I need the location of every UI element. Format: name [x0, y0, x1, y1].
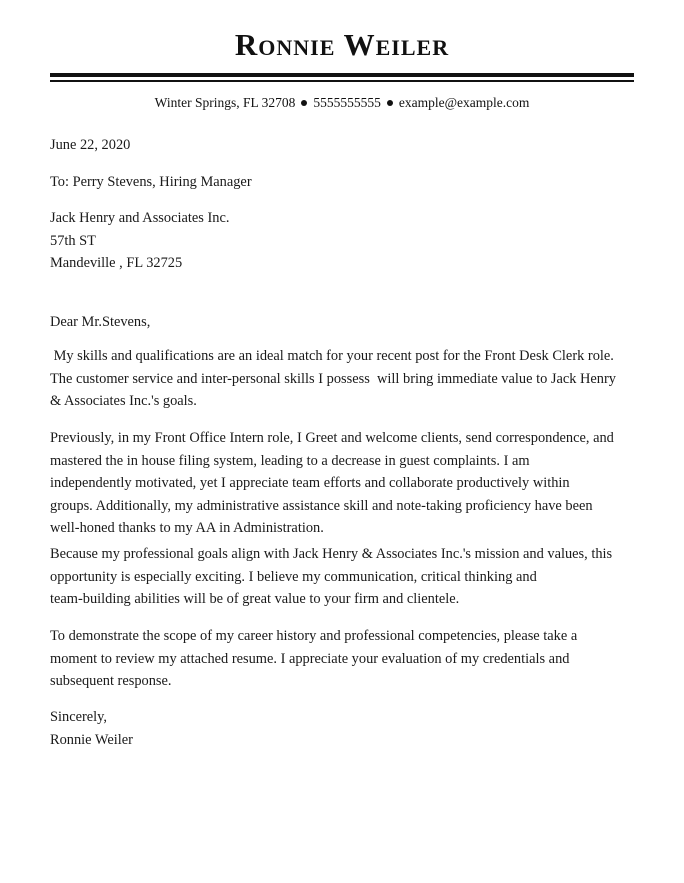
bullet-separator — [301, 100, 307, 106]
paragraph-line: subsequent response. — [50, 673, 172, 689]
paragraph-line: The customer service and inter-personal skills I possess will bring immediate value to Jack Henry — [50, 370, 616, 387]
letter-recipient: To: Perry Stevens, Hiring Manager — [50, 174, 252, 190]
paragraph-line: mastered the in house filing system, leading to a decrease in guest complaints. I am — [50, 452, 530, 469]
paragraph-line: team-building abilities will be of great value to your firm and clientele. — [50, 591, 460, 607]
paragraph-line: independently motivated, yet I appreciate team efforts and collaborate productively within — [50, 475, 570, 491]
recipient-street: 57th ST — [50, 232, 96, 249]
paragraph-alignment — [50, 543, 640, 611]
paragraph-line: My skills and qualifications are an ideal match for your recent post for the Front Desk Clerk role. — [50, 348, 614, 364]
contact-info — [0, 94, 684, 112]
closing-phrase: Sincerely, — [50, 709, 108, 725]
contact-location: Winter Springs, FL 32708 — [154, 95, 296, 110]
applicant-name: Ronnie Weiler — [234, 27, 450, 62]
paragraph-line: To demonstrate the scope of my career history and professional competencies, please take a — [50, 628, 578, 644]
recipient-city: Mandeville , FL 32725 — [50, 255, 183, 271]
salutation: Dear Mr.Stevens, — [50, 314, 151, 330]
paragraph-line: Because my professional goals align with Jack Henry & Associates Inc.'s mission and values, this — [50, 546, 613, 562]
paragraph-line: moment to review my attached resume. I appreciate your evaluation of my credentials and — [50, 650, 570, 667]
paragraph-line: Previously, in my Front Office Intern role, I Greet and welcome clients, send correspondence, and — [50, 430, 614, 446]
recipient-address — [50, 207, 640, 275]
contact-phone: 5555555555 — [313, 95, 381, 110]
paragraph-line: opportunity is especially exciting. I believe my communication, critical thinking and — [50, 568, 537, 585]
paragraph-line: groups. Additionally, my administrative assistance skill and note-taking proficiency have been — [50, 497, 593, 514]
bullet-separator — [387, 100, 393, 106]
paragraph-line: well-honed thanks to my AA in Administration. — [50, 520, 324, 536]
paragraph-closing — [50, 625, 640, 693]
paragraph-line: & Associates Inc.'s goals. — [50, 393, 197, 409]
paragraph-intro — [50, 345, 640, 413]
recipient-company: Jack Henry and Associates Inc. — [50, 210, 230, 226]
sign-off — [50, 706, 640, 751]
header-divider-thick — [50, 73, 634, 77]
contact-email: example@example.com — [398, 95, 530, 110]
signature-name: Ronnie Weiler — [50, 731, 133, 748]
paragraph-experience — [50, 427, 640, 540]
letter-date: June 22, 2020 — [50, 137, 131, 153]
header-divider-thin — [50, 80, 634, 82]
